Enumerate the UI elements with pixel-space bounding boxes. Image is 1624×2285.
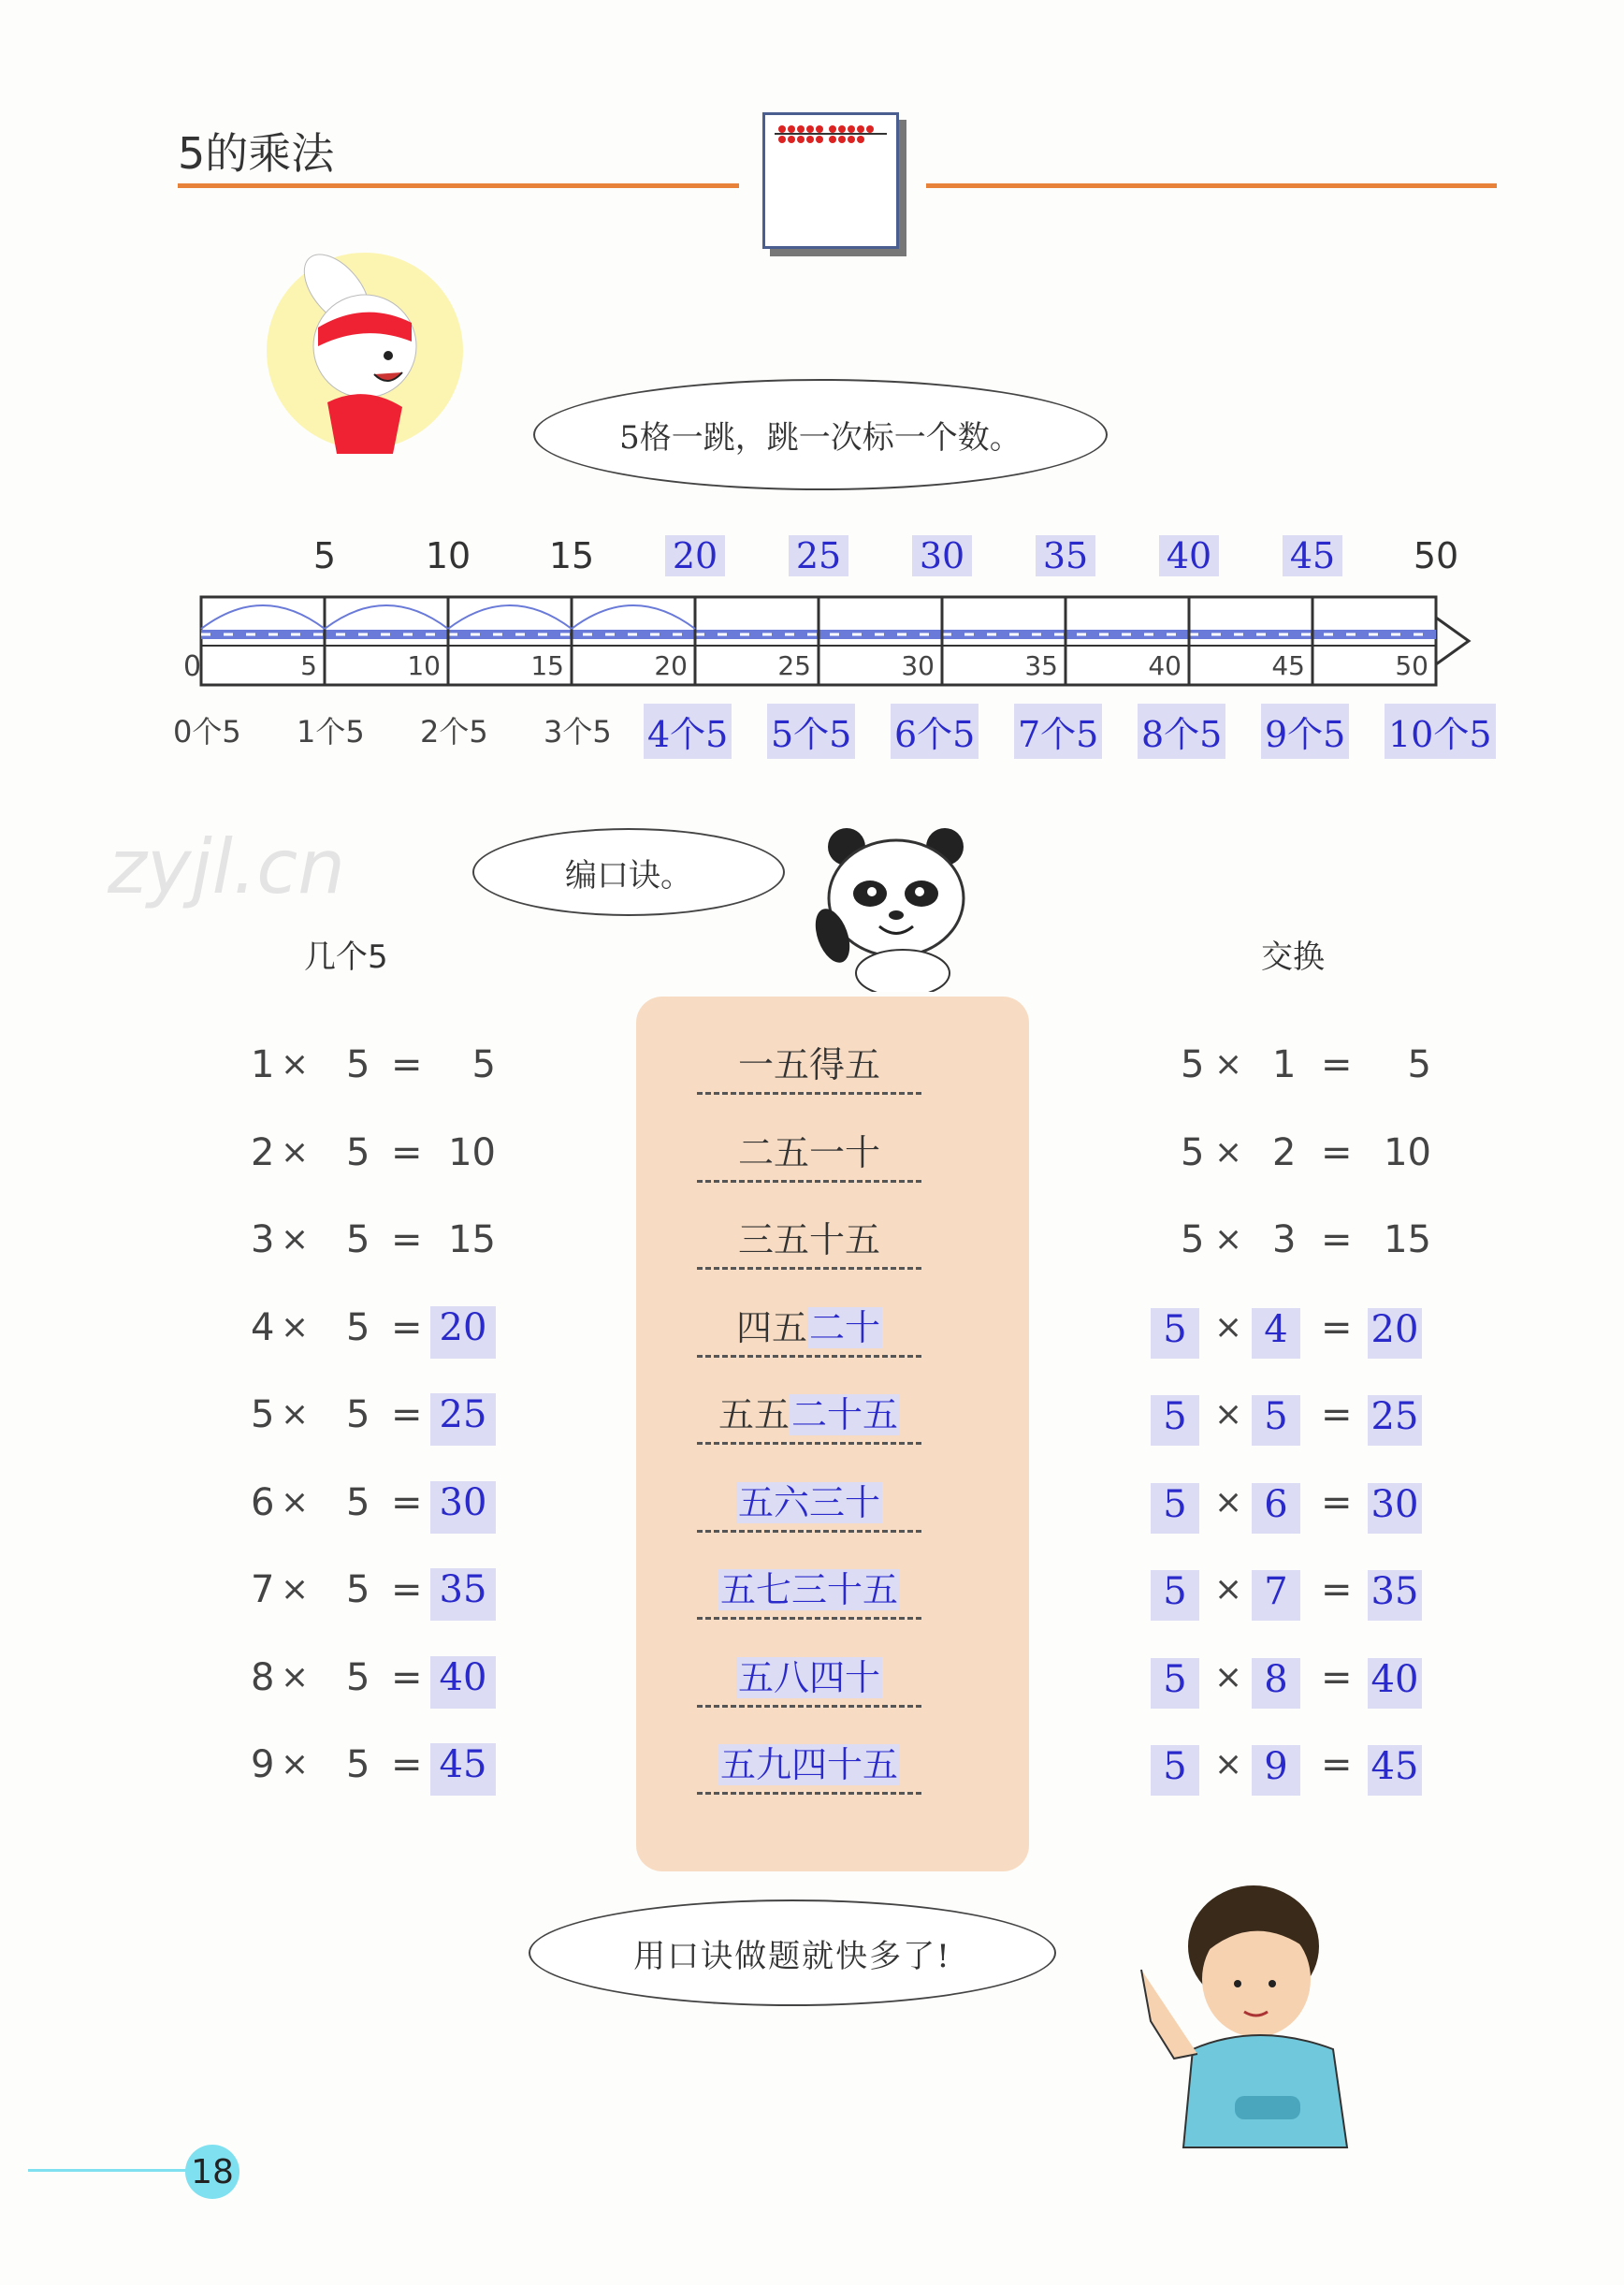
factor-b-filled: 8 <box>1252 1658 1300 1709</box>
product: 15 <box>448 1218 496 1261</box>
product-filled: 35 <box>430 1568 496 1621</box>
times-sign: × <box>1214 1307 1243 1346</box>
factor-b: 5 <box>346 1480 370 1524</box>
right-column-header: 交换 <box>1261 939 1325 976</box>
times-sign: × <box>1214 1482 1243 1521</box>
factor-a: 3 <box>251 1218 275 1261</box>
ruler-number-label: 35 <box>1024 650 1058 681</box>
factor-a-filled: 5 <box>1151 1745 1199 1796</box>
right-equation-row <box>0 1131 1497 1187</box>
left-column-header: 几个5 <box>304 939 388 976</box>
factor-a-filled: 5 <box>1151 1395 1199 1446</box>
product-filled: 30 <box>1368 1483 1422 1534</box>
factor-b: 5 <box>346 1655 370 1699</box>
factor-a: 4 <box>251 1305 275 1349</box>
equals-sign: = <box>1321 1130 1353 1174</box>
rhyme-filled: 五九四十五 <box>719 1744 898 1785</box>
times-sign: × <box>1214 1395 1243 1434</box>
equals-sign: = <box>1321 1218 1353 1261</box>
factor-b: 5 <box>346 1743 370 1786</box>
times-sign: × <box>281 1220 310 1259</box>
equals-sign: = <box>391 1480 423 1524</box>
rhyme-printed: 三五十五 <box>737 1219 880 1260</box>
title-rule-left <box>178 183 739 188</box>
times-sign: × <box>1214 1657 1243 1696</box>
number-line-top-label: 50 <box>1413 535 1459 576</box>
factor-a: 5 <box>1181 1130 1205 1174</box>
factor-a-filled: 5 <box>1151 1483 1199 1534</box>
title-rule-right <box>926 183 1497 188</box>
boy-speech-bubble <box>529 1899 1056 2006</box>
product-filled: 45 <box>430 1743 496 1796</box>
rabbit-speech-text: 5格一跳，跳一次标一个数。 <box>619 419 1022 457</box>
ruler-number-label: 15 <box>530 650 564 681</box>
factor-a: 5 <box>1181 1043 1205 1086</box>
page-number-badge <box>185 2145 239 2199</box>
number-line-top-label: 30 <box>912 535 972 576</box>
times-sign: × <box>281 1745 310 1783</box>
count-label-filled: 5个5 <box>767 704 855 759</box>
factor-a: 1 <box>251 1043 275 1086</box>
equals-sign: = <box>1321 1568 1353 1611</box>
number-line-top-label: 5 <box>312 535 337 576</box>
factor-b-filled: 5 <box>1252 1395 1300 1446</box>
times-sign: × <box>281 1570 310 1608</box>
ruler-number-label: 5 <box>300 650 317 681</box>
right-equation-row <box>0 1481 1497 1537</box>
factor-a: 8 <box>251 1655 275 1699</box>
factor-a: 5 <box>1181 1218 1205 1261</box>
rhyme-printed: 五五 <box>718 1394 790 1435</box>
number-line-top-label: 25 <box>789 535 848 576</box>
product-filled: 20 <box>1368 1308 1422 1359</box>
ruler-number-label: 25 <box>777 650 811 681</box>
times-sign: × <box>281 1482 310 1521</box>
equals-sign: = <box>391 1393 423 1436</box>
number-line-top-label: 10 <box>425 535 471 576</box>
times-sign: × <box>1214 1045 1243 1084</box>
times-sign: × <box>1214 1745 1243 1783</box>
times-sign: × <box>1214 1220 1243 1259</box>
abacus-card-icon <box>762 112 899 249</box>
product-filled: 45 <box>1368 1745 1422 1796</box>
right-equation-row <box>0 1568 1497 1624</box>
equals-sign: = <box>391 1655 423 1699</box>
rabbit-speech-bubble <box>533 379 1108 490</box>
equals-sign: = <box>1321 1743 1353 1786</box>
rhyme-filled: 二十 <box>809 1306 881 1348</box>
panda-illustration <box>814 823 978 992</box>
factor-b-filled: 4 <box>1252 1308 1300 1359</box>
count-label-filled: 7个5 <box>1014 704 1102 759</box>
boy-speech-text: 用口诀做题就快多了! <box>633 1937 951 1975</box>
factor-b: 5 <box>346 1305 370 1349</box>
ruler-zero-label: 0 <box>183 650 202 683</box>
times-sign: × <box>281 1132 310 1172</box>
equals-sign: = <box>391 1043 423 1086</box>
watermark: zyjl.cn <box>108 823 345 910</box>
factor-a: 7 <box>251 1568 275 1611</box>
product: 15 <box>1384 1218 1431 1261</box>
ruler-number-label: 40 <box>1148 650 1182 681</box>
product-filled: 20 <box>430 1306 496 1359</box>
right-equation-row <box>0 1043 1497 1099</box>
footer-rule <box>28 2169 206 2172</box>
count-label-filled: 9个5 <box>1261 704 1349 759</box>
equals-sign: = <box>1321 1393 1353 1436</box>
equals-sign: = <box>1321 1655 1353 1699</box>
right-equation-row <box>0 1306 1497 1362</box>
page-number: 18 <box>191 2152 234 2191</box>
factor-b: 5 <box>346 1568 370 1611</box>
count-label: 3个5 <box>544 714 612 750</box>
equals-sign: = <box>391 1218 423 1261</box>
product-filled: 25 <box>1368 1395 1422 1446</box>
factor-b: 5 <box>346 1218 370 1261</box>
number-line-top-label: 45 <box>1283 535 1342 576</box>
product: 5 <box>1407 1043 1431 1086</box>
rhyme-printed: 二五一十 <box>737 1131 880 1173</box>
rhyme-printed: 四五 <box>735 1306 807 1348</box>
product-filled: 40 <box>1368 1658 1422 1709</box>
page-title: 5的乘法 <box>178 128 335 179</box>
boy-illustration <box>1118 1881 1370 2152</box>
rhyme-filled: 五八四十 <box>737 1656 880 1698</box>
times-sign: × <box>1214 1132 1243 1172</box>
count-label: 0个5 <box>173 714 241 750</box>
factor-a-filled: 5 <box>1151 1308 1199 1359</box>
count-label: 2个5 <box>420 714 488 750</box>
number-line-top-label: 40 <box>1159 535 1219 576</box>
number-line-top-label: 20 <box>665 535 725 576</box>
product-filled: 30 <box>430 1481 496 1534</box>
count-label-filled: 6个5 <box>891 704 979 759</box>
equals-sign: = <box>391 1568 423 1611</box>
rhyme-filled: 五七三十五 <box>719 1569 898 1610</box>
right-equation-row <box>0 1656 1497 1712</box>
times-sign: × <box>281 1657 310 1696</box>
factor-b-filled: 6 <box>1252 1483 1300 1534</box>
product: 10 <box>448 1130 496 1174</box>
number-line-top-label: 15 <box>548 535 595 576</box>
equals-sign: = <box>391 1305 423 1349</box>
equals-sign: = <box>1321 1043 1353 1086</box>
ruler-number-label: 45 <box>1271 650 1305 681</box>
equals-sign: = <box>1321 1305 1353 1349</box>
rhyme-printed: 一五得五 <box>737 1044 880 1085</box>
equals-sign: = <box>391 1130 423 1174</box>
right-equation-row <box>0 1218 1497 1274</box>
factor-a: 5 <box>251 1393 275 1436</box>
times-sign: × <box>1214 1570 1243 1608</box>
ruler-number-label: 30 <box>901 650 935 681</box>
factor-a-filled: 5 <box>1151 1658 1199 1709</box>
factor-b: 1 <box>1272 1043 1297 1086</box>
right-equation-row <box>0 1393 1497 1449</box>
count-label-filled: 4个5 <box>644 704 732 759</box>
right-equation-row <box>0 1743 1497 1799</box>
equals-sign: = <box>391 1743 423 1786</box>
ruler-number-label: 10 <box>407 650 441 681</box>
ruler-number-label: 20 <box>654 650 688 681</box>
rhyme-filled: 五六三十 <box>737 1481 880 1523</box>
ruler-number-label: 50 <box>1395 650 1428 681</box>
factor-b: 2 <box>1272 1130 1297 1174</box>
count-label: 1个5 <box>297 714 365 750</box>
factor-b-filled: 7 <box>1252 1570 1300 1621</box>
count-label-filled: 8个5 <box>1138 704 1225 759</box>
factor-b: 5 <box>346 1043 370 1086</box>
product: 5 <box>471 1043 496 1086</box>
panda-speech-text: 编口诀。 <box>565 856 692 895</box>
product-filled: 40 <box>430 1656 496 1709</box>
factor-b-filled: 9 <box>1252 1745 1300 1796</box>
times-sign: × <box>281 1307 310 1346</box>
rhyme-filled: 二十五 <box>791 1394 899 1435</box>
factor-a: 6 <box>251 1480 275 1524</box>
factor-b: 3 <box>1272 1218 1297 1261</box>
product: 10 <box>1384 1130 1431 1174</box>
product-filled: 35 <box>1368 1570 1422 1621</box>
times-sign: × <box>281 1395 310 1434</box>
times-sign: × <box>281 1045 310 1084</box>
factor-a: 9 <box>251 1743 275 1786</box>
product-filled: 25 <box>430 1393 496 1446</box>
factor-b: 5 <box>346 1130 370 1174</box>
rabbit-illustration <box>262 243 468 458</box>
count-label-filled: 10个5 <box>1385 704 1496 759</box>
number-line-top-label: 35 <box>1036 535 1095 576</box>
panda-speech-bubble <box>472 828 785 916</box>
factor-b: 5 <box>346 1393 370 1436</box>
factor-a: 2 <box>251 1130 275 1174</box>
equals-sign: = <box>1321 1480 1353 1524</box>
factor-a-filled: 5 <box>1151 1570 1199 1621</box>
